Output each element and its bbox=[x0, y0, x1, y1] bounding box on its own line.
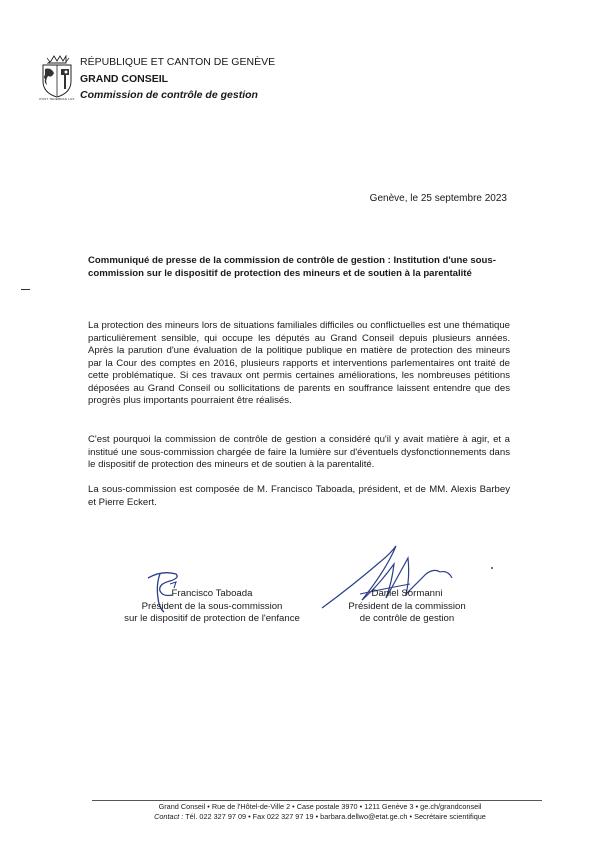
letter-date: Genève, le 25 septembre 2023 bbox=[369, 193, 507, 204]
letterhead-republic: RÉPUBLIQUE ET CANTON DE GENÈVE bbox=[80, 56, 276, 68]
letterhead-commission: Commission de contrôle de gestion bbox=[80, 89, 258, 101]
crest-caption: POST TENEBRAS LUX bbox=[39, 97, 75, 101]
letterhead-grand-conseil: GRAND CONSEIL bbox=[80, 73, 169, 85]
signatory-role: de contrôle de gestion bbox=[359, 613, 455, 624]
geneva-coat-of-arms-icon bbox=[37, 55, 77, 103]
body-paragraph: C'est pourquoi la commission de contrôle de gestion a considéré qu'il y avait matière à agir, et a institué une sous-commission chargée de faire la lumière sur d'éventuels dysfonctionnements dans le dispositif de protection des mineurs et de soutien à la parentalité. bbox=[88, 434, 510, 470]
footer-divider bbox=[92, 800, 542, 801]
signatory-name: Daniel Sormanni bbox=[371, 588, 443, 599]
body-paragraph: La protection des mineurs lors de situations familiales difficiles ou conflictuelles est une thématique particulièrement sensible, qui occupe les députés au Grand Conseil depuis plusieurs années. Après la parution d'une évaluation de la politique publique en matière de protection des mineurs par la Cour des comptes en 2016, plusieurs rapports et interventions parlementaires ont traité de cette problématique. Si ces travaux ont permis certaines améliorations, les nombreuses pétitions déposées au Grand Conseil ou sollicitations de parents en souffrance laissent entendre que des progrès plus importants pourraient être réalisés. bbox=[88, 320, 510, 406]
signatory-role: sur le dispositif de protection de l'enfance bbox=[124, 613, 300, 624]
footer-contact bbox=[80, 812, 560, 822]
margin-mark bbox=[21, 289, 30, 290]
press-release-title: Communiqué de presse de la commission de contrôle de gestion : Institution d'une sous-commission sur le dispositif de protection des mineurs et de soutien à la parentalité bbox=[88, 255, 496, 279]
body-paragraph: La sous-commission est composée de M. Francisco Taboada, président, et de MM. Alexis Barbey et Pierre Eckert. bbox=[88, 484, 510, 508]
footer-address: Grand Conseil • Rue de l'Hôtel-de-Ville 2 • Case postale 3970 • 1211 Genève 3 • ge.ch/grandconseil bbox=[158, 802, 482, 811]
footer-contact-label: Contact : bbox=[154, 812, 184, 821]
footer-contact-details: Tél. 022 327 97 09 • Fax 022 327 97 19 • barbara.dellwo@etat.ge.ch • Secrétaire scientifique bbox=[185, 812, 486, 821]
signatory-role: Président de la sous-commission bbox=[141, 600, 283, 612]
signatory-role: Président de la commission bbox=[348, 600, 466, 612]
signature-block-left bbox=[96, 588, 328, 626]
signature-block-right bbox=[342, 588, 472, 626]
signatory-name: Francisco Taboada bbox=[171, 588, 253, 599]
